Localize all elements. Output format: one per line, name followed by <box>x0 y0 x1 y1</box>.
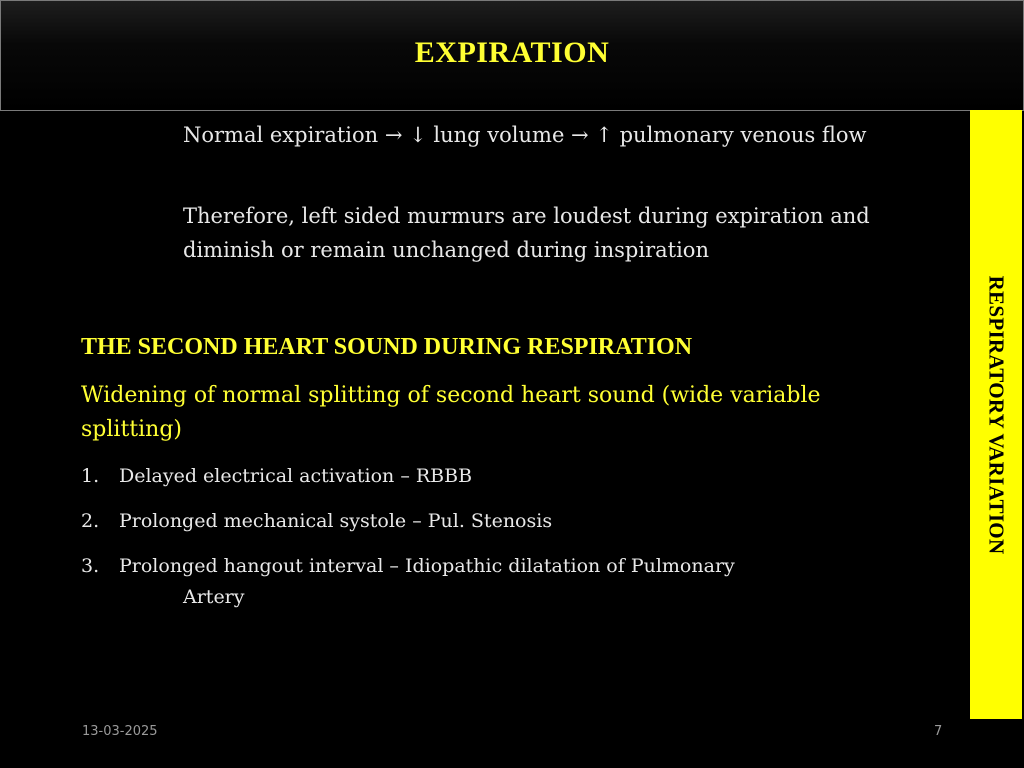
slide-title: EXPIRATION <box>414 36 610 69</box>
list-text: Delayed electrical activation – RBBB <box>119 465 473 487</box>
section-subtitle: Widening of normal splitting of second heart sound (wide variable splitting) <box>81 383 821 442</box>
list-number: 1. <box>81 465 100 487</box>
list-text: Prolonged hangout interval – Idiopathic dilatation of Pulmonary <box>119 555 735 577</box>
list-item <box>81 461 861 492</box>
section-heading: THE SECOND HEART SOUND DURING RESPIRATION <box>81 334 693 360</box>
list-text-continuation: Artery <box>183 586 245 608</box>
list-number: 3. <box>81 555 100 577</box>
side-banner-label: RESPIRATORY VARIATION <box>984 275 1009 555</box>
list-item <box>81 506 861 537</box>
list-text: Prolonged mechanical systole – Pul. Stenosis <box>119 510 553 532</box>
footer-date: 13-03-2025 <box>82 724 158 739</box>
paragraph-murmurs: Therefore, left sided murmurs are loudest during expiration and diminish or remain unchanged during inspiration <box>183 204 870 262</box>
list-item <box>81 551 861 582</box>
paragraph-expiration: Normal expiration → ↓ lung volume → ↑ pulmonary venous flow <box>183 123 867 147</box>
page-number: 7 <box>934 724 943 739</box>
list-number: 2. <box>81 510 100 532</box>
